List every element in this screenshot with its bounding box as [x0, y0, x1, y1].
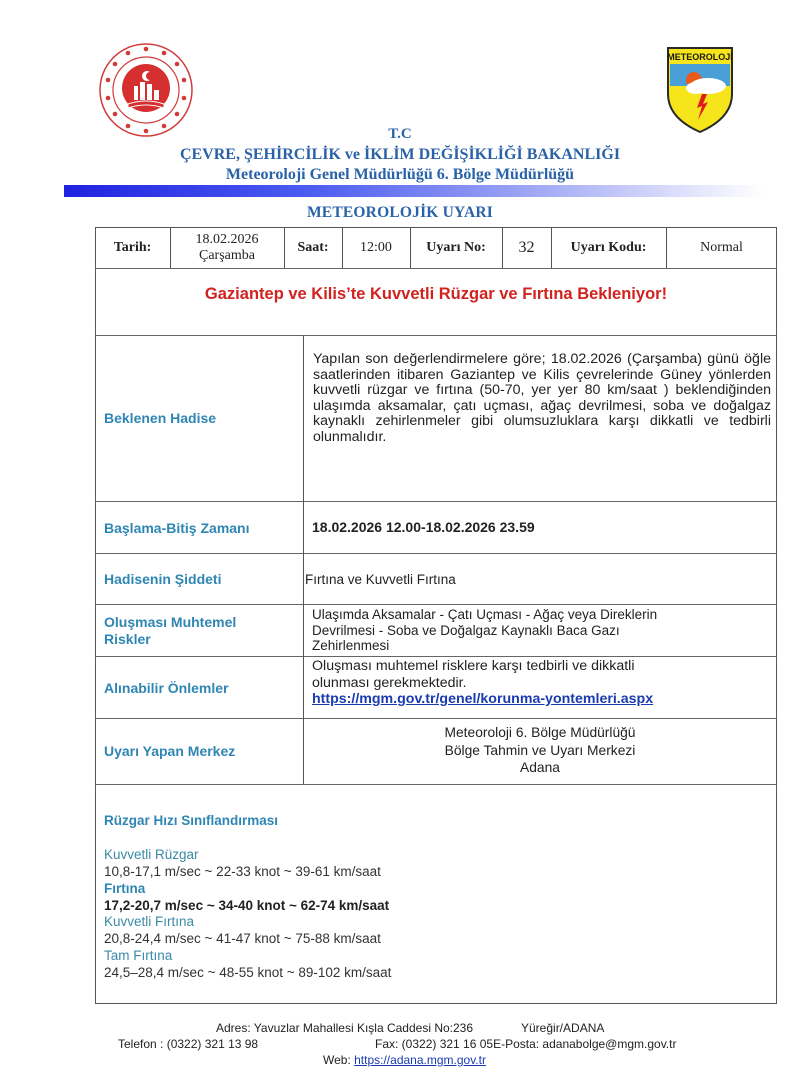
warning-no-label: Uyarı No: — [426, 239, 486, 255]
ministry-emblem-icon — [98, 42, 194, 138]
expected-event-text: Yapılan son değerlendirmelere göre; 18.02.2026 (Çarşamba) günü öğle saatlerinden itibaren Gaziantep ve Kilis çevrelerinde Güney yönlerden kuvvetli rüzgar ve fırtına (50-70, yer yer 80 km/saat ) beklendiğinden ulaşımda aksamalar, çatı uçması, ağaç devrilmesi, soba ve doğalgaz kaynaklı zehirlenmeler gibi olumsuzluklara karşı dikkatli ve tedbirli olunmalıdır. — [313, 351, 771, 445]
risks-line: Ulaşımda Aksamalar - Çatı Uçması - Ağaç veya Direklerin — [312, 607, 658, 622]
footer-district: Yüreğir/ADANA — [521, 1021, 605, 1035]
header-directorate: Meteoroloji Genel Müdürlüğü 6. Bölge Müdürlüğü — [225, 166, 575, 183]
risks-value — [312, 607, 657, 654]
footer-web-label: Web: — [323, 1053, 355, 1067]
risks-line: Zehirlenmesi — [312, 638, 390, 653]
protection-methods-link[interactable]: https://mgm.gov.tr/genel/korunma-yontemleri.aspx — [312, 691, 654, 707]
wind-range: 17,2-20,7 m/sec ~ 34-40 knot ~ 62-74 km/saat — [104, 898, 390, 913]
warning-code-label: Uyarı Kodu: — [570, 239, 647, 255]
wind-category: Kuvvetli Rüzgar — [104, 847, 199, 862]
divider — [303, 335, 304, 784]
ministry-logo — [98, 42, 194, 138]
header-ministry: ÇEVRE, ŞEHİRCİLİK ve İKLİM DEĞİŞİKLİĞİ BAKANLIĞI — [179, 146, 621, 163]
warning-no-value: 32 — [518, 238, 535, 256]
issuer-label: Uyarı Yapan Merkez — [104, 743, 236, 759]
divider — [95, 268, 777, 269]
issuer-line: Bölge Tahmin ve Uyarı Merkezi — [444, 742, 636, 758]
wind-category: Tam Fırtına — [104, 948, 173, 963]
meteoroloji-logo — [664, 44, 736, 134]
footer-web-link[interactable]: https://adana.mgm.gov.tr — [354, 1053, 486, 1067]
issuer-value — [303, 724, 777, 777]
wind-range: 10,8-17,1 m/sec ~ 22-33 knot ~ 39-61 km/saat — [104, 864, 381, 879]
expected-event-label: Beklenen Hadise — [104, 410, 217, 426]
time-value: 12:00 — [360, 239, 392, 255]
alert-headline: Gaziantep ve Kilis’te Kuvvetli Rüzgar ve Fırtına Bekleniyor! — [204, 285, 668, 303]
divider — [95, 656, 777, 657]
divider — [95, 335, 777, 336]
warning-code-value: Normal — [700, 239, 743, 255]
divider — [95, 718, 777, 719]
severity-label: Hadisenin Şiddeti — [104, 571, 222, 587]
day-text: Çarşamba — [199, 247, 255, 263]
precautions-line: Oluşması muhtemel risklere karşı tedbirli ve dikkatli — [312, 658, 635, 674]
date-text: 18.02.2026 — [195, 231, 259, 247]
issuer-line: Adana — [520, 760, 560, 775]
divider — [95, 784, 777, 785]
precautions-line: olunması gerekmektedir. — [312, 674, 467, 691]
wind-range: 20,8-24,4 m/sec ~ 41-47 knot ~ 75-88 km/saat — [104, 931, 381, 946]
severity-value: Fırtına ve Kuvvetli Fırtına — [305, 572, 456, 587]
header-tc: T.C — [388, 126, 412, 142]
footer-phone: Telefon : (0322) 321 13 98 — [118, 1037, 259, 1051]
footer-fax-email: Fax: (0322) 321 16 05E-Posta: adanabolge@mgm.gov.tr — [375, 1037, 677, 1051]
wind-classification-title: Rüzgar Hızı Sınıflandırması — [104, 813, 279, 828]
divider — [95, 604, 777, 605]
footer-web — [323, 1053, 486, 1067]
date-value — [170, 227, 284, 268]
footer-address: Adres: Yavuzlar Mahallesi Kışla Caddesi No:236 — [216, 1021, 474, 1035]
risks-label — [104, 614, 236, 648]
wind-category: Kuvvetli Fırtına — [104, 914, 195, 929]
start-end-label: Başlama-Bitiş Zamanı — [104, 520, 250, 536]
date-label: Tarih: — [113, 239, 152, 255]
divider — [95, 553, 777, 554]
risks-label-line2: Riskler — [104, 631, 151, 647]
risks-label-line1: Oluşması Muhtemel — [104, 614, 237, 630]
svg-text:METEOROLOJİ: METEOROLOJİ — [667, 52, 733, 62]
risks-line: Devrilmesi - Soba ve Doğalgaz Kaynaklı Baca Gazı — [312, 622, 620, 638]
meteoroloji-shield-icon — [664, 44, 736, 134]
document-title: METEOROLOJİK UYARI — [306, 204, 494, 221]
wind-category: Fırtına — [104, 881, 146, 896]
wind-range: 24,5–28,4 m/sec ~ 48-55 knot ~ 89-102 km/saat — [104, 965, 392, 980]
header-gradient-bar — [64, 185, 764, 197]
precautions-label: Alınabilir Önlemler — [104, 680, 229, 696]
start-end-value: 18.02.2026 12.00-18.02.2026 23.59 — [312, 519, 535, 535]
precautions-value — [312, 658, 653, 708]
issuer-line: Meteoroloji 6. Bölge Müdürlüğü — [444, 725, 636, 740]
divider — [95, 501, 777, 502]
time-label: Saat: — [297, 239, 329, 255]
